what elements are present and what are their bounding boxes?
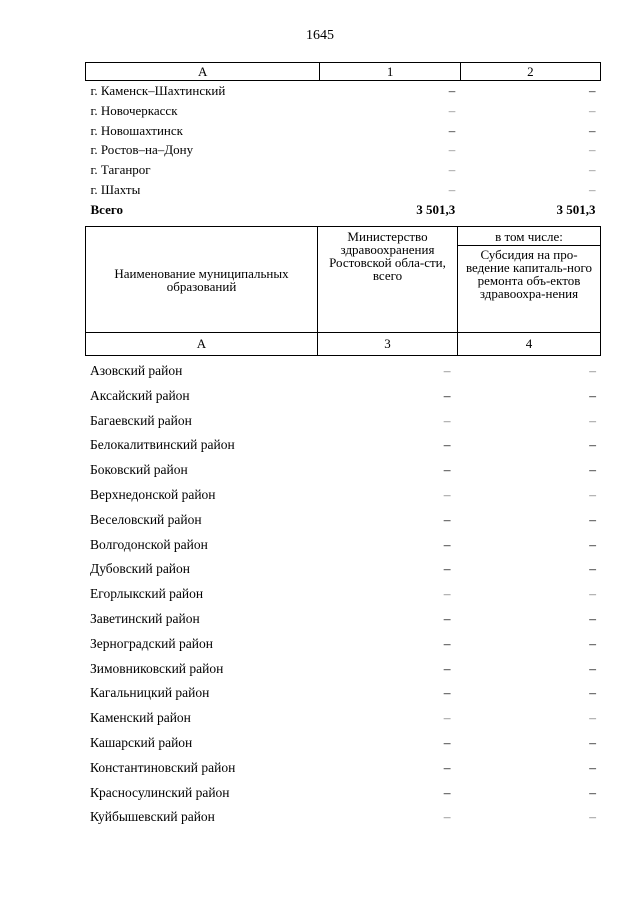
- list-item: [85, 632, 601, 657]
- cell-col-4: –: [589, 363, 596, 378]
- table-row: [86, 81, 601, 101]
- district-name: Заветинский район: [90, 610, 200, 626]
- cell-col-3: –: [443, 511, 451, 527]
- table-row: [86, 121, 601, 141]
- list-item: [85, 409, 601, 434]
- table-row: [86, 140, 601, 160]
- cell-col-1: –: [448, 181, 456, 197]
- list-item: [85, 433, 601, 458]
- list-item: [85, 681, 601, 706]
- districts-list: [85, 359, 601, 830]
- cell-col-4: –: [589, 660, 596, 676]
- cell-col-4: –: [589, 685, 596, 701]
- list-item: [85, 706, 601, 731]
- list-item: [85, 582, 601, 607]
- cell-col-4: –: [589, 412, 596, 428]
- city-name: г. Новошахтинск: [90, 122, 183, 138]
- cell-col-3: –: [443, 536, 451, 552]
- cell-col-3: –: [443, 561, 451, 577]
- cell-col-3: –: [443, 660, 451, 676]
- cell-col-4: –: [589, 586, 596, 602]
- district-name: Веселовский район: [90, 511, 202, 527]
- district-name: Красносулинский район: [90, 784, 230, 800]
- header-letter-3: 3: [318, 333, 458, 356]
- header-col-2: 2: [460, 63, 600, 81]
- table-row: [86, 160, 601, 180]
- table-row: [86, 101, 601, 121]
- district-name: Боковский район: [90, 462, 188, 478]
- cell-col-4: –: [589, 561, 596, 577]
- cell-col-1: –: [448, 122, 456, 138]
- list-item: [85, 756, 601, 781]
- cell-col-3: –: [443, 710, 451, 726]
- list-item: [85, 657, 601, 682]
- cell-col-2: –: [589, 142, 596, 158]
- district-name: Волгодонской район: [90, 536, 208, 552]
- cell-col-4: –: [589, 437, 596, 453]
- list-item: [85, 508, 601, 533]
- cell-col-3: –: [443, 685, 451, 701]
- cell-col-3: –: [443, 809, 451, 825]
- cell-col-3: –: [443, 412, 451, 428]
- district-name: Азовский район: [90, 363, 183, 378]
- cell-col-4: –: [589, 387, 596, 403]
- header-col-a: А: [86, 63, 320, 81]
- cell-col-2: –: [589, 122, 596, 138]
- city-name: г. Таганрог: [90, 162, 151, 178]
- cell-col-3: –: [443, 437, 451, 453]
- top-table-header: [86, 63, 601, 81]
- header-letter-a: А: [86, 333, 318, 356]
- district-name: Егорлыкский район: [90, 586, 204, 602]
- district-name: Куйбышевский район: [90, 809, 215, 825]
- district-name: Верхнедонской район: [90, 486, 216, 502]
- district-name: Кашарский район: [90, 734, 193, 750]
- cell-col-4: –: [589, 784, 596, 800]
- top-table: [85, 62, 601, 220]
- cell-col-4: –: [589, 486, 596, 502]
- list-item: [85, 731, 601, 756]
- page-number: 1645: [306, 28, 334, 43]
- header-subsidy: Субсидия на про-ведение капиталь-ного ремонта объ-ектов здравоохра-нения: [458, 246, 601, 333]
- cell-col-4: –: [589, 462, 596, 478]
- list-item: [85, 533, 601, 558]
- cell-col-1: –: [448, 142, 456, 158]
- cell-col-4: –: [589, 759, 596, 775]
- list-item: [85, 607, 601, 632]
- header-ministry-total: Министерство здравоохранения Ростовской обла-сти, всего: [318, 227, 458, 333]
- district-name: Багаевский район: [90, 412, 192, 428]
- district-name: Кагальницкий район: [90, 685, 210, 701]
- cell-col-4: –: [589, 610, 596, 626]
- cell-col-2: –: [589, 83, 596, 98]
- cell-col-4: –: [589, 809, 596, 825]
- list-item: [85, 483, 601, 508]
- total-row: [86, 200, 601, 220]
- cell-col-3: –: [443, 759, 451, 775]
- cell-col-3: –: [443, 363, 451, 378]
- list-item: [85, 805, 601, 830]
- cell-col-3: –: [443, 387, 451, 403]
- city-name: г. Ростов–на–Дону: [90, 142, 194, 158]
- district-name: Белокалитвинский район: [90, 437, 235, 453]
- cell-col-2: –: [589, 102, 596, 118]
- cell-col-3: –: [443, 734, 451, 750]
- cell-col-3: –: [443, 462, 451, 478]
- district-name: Дубовский район: [90, 561, 191, 577]
- second-table-header: [85, 226, 601, 356]
- cell-col-3: –: [443, 610, 451, 626]
- cell-col-2: –: [589, 162, 596, 178]
- cell-col-3: –: [443, 586, 451, 602]
- cell-col-1: –: [448, 102, 456, 118]
- table-row: [86, 180, 601, 200]
- cell-col-4: –: [589, 635, 596, 651]
- list-item: [85, 458, 601, 483]
- list-item: [85, 781, 601, 806]
- district-name: Зерноградский район: [90, 635, 213, 651]
- district-name: Каменский район: [90, 710, 191, 726]
- district-name: Константиновский район: [90, 759, 236, 775]
- district-name: Аксайский район: [90, 387, 190, 403]
- cell-col-3: –: [443, 784, 451, 800]
- cell-col-4: –: [589, 511, 596, 527]
- list-item: [85, 359, 601, 384]
- cell-col-2: –: [589, 181, 596, 197]
- cell-col-1: –: [448, 83, 456, 98]
- list-item: [85, 557, 601, 582]
- cell-col-3: –: [443, 635, 451, 651]
- cell-col-4: –: [589, 734, 596, 750]
- district-name: Зимовниковский район: [90, 660, 224, 676]
- cell-col-1: –: [448, 162, 456, 178]
- header-col-1: 1: [320, 63, 460, 81]
- districts-body: [85, 359, 601, 830]
- city-name: г. Шахты: [90, 181, 141, 197]
- header-municipalities: Наименование муниципальных образований: [86, 227, 318, 333]
- header-letter-4: 4: [458, 333, 601, 356]
- cell-col-4: –: [589, 710, 596, 726]
- cell-col-4: –: [589, 536, 596, 552]
- total-col-2: 3 501,3: [556, 201, 596, 217]
- city-name: г. Новочеркасск: [90, 102, 178, 118]
- total-label: Всего: [90, 201, 123, 217]
- list-item: [85, 384, 601, 409]
- total-col-1: 3 501,3: [416, 201, 456, 217]
- cell-col-3: –: [443, 486, 451, 502]
- header-including: в том числе:: [458, 227, 601, 246]
- city-name: г. Каменск–Шахтинский: [90, 83, 226, 98]
